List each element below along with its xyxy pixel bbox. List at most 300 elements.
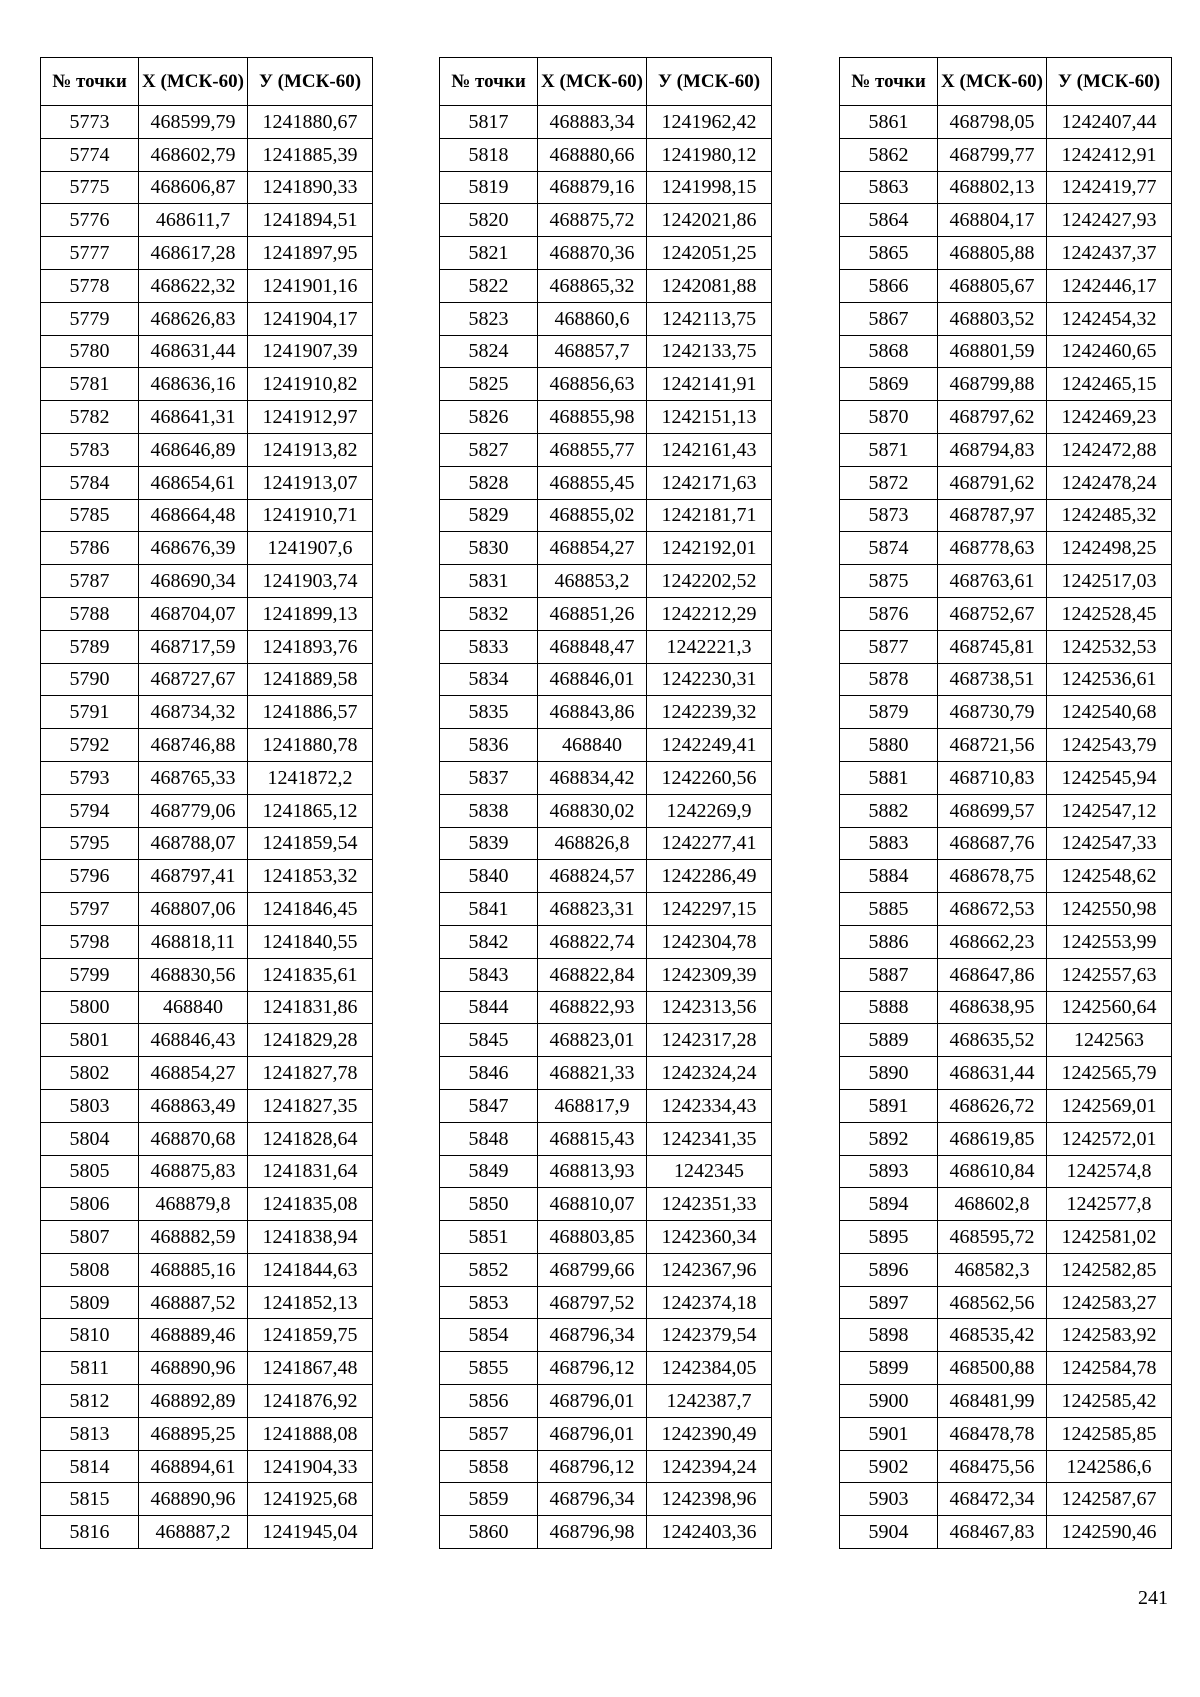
y-coordinate-cell: 1241907,39 — [248, 335, 373, 368]
x-coordinate-cell: 468870,68 — [139, 1122, 248, 1155]
y-coordinate-cell: 1241829,28 — [248, 1024, 373, 1057]
x-coordinate-cell: 468734,32 — [139, 696, 248, 729]
table-row — [440, 1024, 772, 1057]
point-number-cell: 5866 — [840, 269, 938, 302]
x-coordinate-cell: 468617,28 — [139, 237, 248, 270]
table-row — [440, 1057, 772, 1090]
table-row — [440, 171, 772, 204]
y-coordinate-cell: 1241913,07 — [248, 466, 373, 499]
point-number-cell: 5861 — [840, 106, 938, 139]
x-coordinate-cell: 468798,05 — [938, 106, 1047, 139]
x-coordinate-cell: 468595,72 — [938, 1221, 1047, 1254]
table-row — [440, 827, 772, 860]
point-number-cell: 5781 — [41, 368, 139, 401]
x-coordinate-cell: 468602,8 — [938, 1188, 1047, 1221]
y-coordinate-cell: 1242427,93 — [1047, 204, 1172, 237]
y-coordinate-cell: 1242584,78 — [1047, 1352, 1172, 1385]
y-coordinate-cell: 1242543,79 — [1047, 729, 1172, 762]
x-coordinate-cell: 468796,34 — [538, 1319, 647, 1352]
y-coordinate-cell: 1241886,57 — [248, 696, 373, 729]
table-row — [440, 1417, 772, 1450]
table-row — [440, 499, 772, 532]
x-coordinate-cell: 468796,12 — [538, 1352, 647, 1385]
table-row — [440, 1516, 772, 1549]
y-coordinate-cell: 1242212,29 — [647, 597, 772, 630]
table-row — [440, 630, 772, 663]
y-coordinate-cell: 1242581,02 — [1047, 1221, 1172, 1254]
y-coordinate-cell: 1242437,37 — [1047, 237, 1172, 270]
table-row — [41, 565, 373, 598]
table-row — [41, 1155, 373, 1188]
point-number-cell: 5862 — [840, 138, 938, 171]
table-row — [41, 269, 373, 302]
x-coordinate-cell: 468796,01 — [538, 1417, 647, 1450]
table-row — [440, 237, 772, 270]
point-number-cell: 5806 — [41, 1188, 139, 1221]
point-number-cell: 5854 — [440, 1319, 538, 1352]
x-coordinate-cell: 468822,93 — [538, 991, 647, 1024]
x-coordinate-cell: 468846,43 — [139, 1024, 248, 1057]
point-number-cell: 5855 — [440, 1352, 538, 1385]
y-coordinate-cell: 1241880,78 — [248, 729, 373, 762]
y-coordinate-cell: 1242304,78 — [647, 925, 772, 958]
y-coordinate-cell: 1241867,48 — [248, 1352, 373, 1385]
y-coordinate-cell: 1242249,41 — [647, 729, 772, 762]
table-row — [41, 335, 373, 368]
point-number-cell: 5807 — [41, 1221, 139, 1254]
point-number-cell: 5848 — [440, 1122, 538, 1155]
x-coordinate-cell: 468810,07 — [538, 1188, 647, 1221]
point-number-cell: 5882 — [840, 794, 938, 827]
table-row — [41, 401, 373, 434]
table-row — [440, 696, 772, 729]
point-number-cell: 5886 — [840, 925, 938, 958]
point-number-cell: 5859 — [440, 1483, 538, 1516]
x-coordinate-cell: 468704,07 — [139, 597, 248, 630]
y-coordinate-cell: 1242532,53 — [1047, 630, 1172, 663]
point-number-cell: 5796 — [41, 860, 139, 893]
point-number-cell: 5873 — [840, 499, 938, 532]
x-coordinate-cell: 468823,01 — [538, 1024, 647, 1057]
y-coordinate-cell: 1242398,96 — [647, 1483, 772, 1516]
table-row — [440, 565, 772, 598]
y-coordinate-cell: 1242113,75 — [647, 302, 772, 335]
y-coordinate-cell: 1242553,99 — [1047, 925, 1172, 958]
x-coordinate-cell: 468481,99 — [938, 1385, 1047, 1418]
x-coordinate-cell: 468582,3 — [938, 1253, 1047, 1286]
x-coordinate-cell: 468887,2 — [139, 1516, 248, 1549]
table-row — [41, 1516, 373, 1549]
table-row — [840, 860, 1172, 893]
x-coordinate-cell: 468822,74 — [538, 925, 647, 958]
x-coordinate-cell: 468854,27 — [538, 532, 647, 565]
x-coordinate-cell: 468500,88 — [938, 1352, 1047, 1385]
coordinate-table-3 — [839, 57, 1172, 1549]
point-number-cell: 5819 — [440, 171, 538, 204]
point-number-cell: 5887 — [840, 958, 938, 991]
table-row — [41, 827, 373, 860]
point-number-cell: 5825 — [440, 368, 538, 401]
table-row — [41, 1122, 373, 1155]
y-coordinate-cell: 1242151,13 — [647, 401, 772, 434]
y-coordinate-cell: 1242465,15 — [1047, 368, 1172, 401]
x-coordinate-cell: 468791,62 — [938, 466, 1047, 499]
x-coordinate-cell: 468796,01 — [538, 1385, 647, 1418]
x-coordinate-cell: 468801,59 — [938, 335, 1047, 368]
x-coordinate-cell: 468805,88 — [938, 237, 1047, 270]
y-coordinate-cell: 1242585,42 — [1047, 1385, 1172, 1418]
x-coordinate-cell: 468870,36 — [538, 237, 647, 270]
point-number-cell: 5903 — [840, 1483, 938, 1516]
y-coordinate-cell: 1242202,52 — [647, 565, 772, 598]
x-coordinate-cell: 468796,34 — [538, 1483, 647, 1516]
point-number-cell: 5833 — [440, 630, 538, 663]
x-coordinate-cell: 468807,06 — [139, 893, 248, 926]
point-number-cell: 5792 — [41, 729, 139, 762]
point-number-cell: 5789 — [41, 630, 139, 663]
point-number-cell: 5824 — [440, 335, 538, 368]
table-row — [41, 499, 373, 532]
table-row — [840, 1057, 1172, 1090]
y-coordinate-cell: 1242528,45 — [1047, 597, 1172, 630]
x-coordinate-cell: 468752,67 — [938, 597, 1047, 630]
x-coordinate-cell: 468894,61 — [139, 1450, 248, 1483]
table-row — [840, 696, 1172, 729]
table-row — [840, 1024, 1172, 1057]
point-number-cell: 5826 — [440, 401, 538, 434]
table-row — [41, 1286, 373, 1319]
x-coordinate-cell: 468794,83 — [938, 433, 1047, 466]
table-row — [840, 433, 1172, 466]
y-coordinate-cell: 1242351,33 — [647, 1188, 772, 1221]
y-coordinate-cell: 1241901,16 — [248, 269, 373, 302]
y-coordinate-cell: 1241888,08 — [248, 1417, 373, 1450]
point-number-cell: 5840 — [440, 860, 538, 893]
point-number-cell: 5856 — [440, 1385, 538, 1418]
y-coordinate-cell: 1241831,86 — [248, 991, 373, 1024]
table-row — [440, 466, 772, 499]
point-number-cell: 5841 — [440, 893, 538, 926]
table-row — [41, 138, 373, 171]
table-row — [41, 1483, 373, 1516]
table-row — [840, 1089, 1172, 1122]
y-coordinate-cell: 1241827,78 — [248, 1057, 373, 1090]
table-row — [41, 368, 373, 401]
x-coordinate-cell: 468797,41 — [139, 860, 248, 893]
y-coordinate-cell: 1242547,12 — [1047, 794, 1172, 827]
x-coordinate-cell: 468857,7 — [538, 335, 647, 368]
table-row — [41, 893, 373, 926]
point-number-cell: 5790 — [41, 663, 139, 696]
point-number-cell: 5828 — [440, 466, 538, 499]
x-coordinate-cell: 468535,42 — [938, 1319, 1047, 1352]
x-coordinate-cell: 468796,98 — [538, 1516, 647, 1549]
x-coordinate-cell: 468817,9 — [538, 1089, 647, 1122]
y-coordinate-cell: 1242390,49 — [647, 1417, 772, 1450]
table-row — [440, 1483, 772, 1516]
x-coordinate-cell: 468610,84 — [938, 1155, 1047, 1188]
table-row — [840, 1352, 1172, 1385]
x-coordinate-cell: 468846,01 — [538, 663, 647, 696]
table-row — [840, 1188, 1172, 1221]
point-number-cell: 5777 — [41, 237, 139, 270]
x-coordinate-cell: 468830,56 — [139, 958, 248, 991]
table-row — [41, 433, 373, 466]
table-row — [41, 1089, 373, 1122]
x-coordinate-cell: 468778,63 — [938, 532, 1047, 565]
x-coordinate-cell: 468690,34 — [139, 565, 248, 598]
y-coordinate-cell: 1242460,65 — [1047, 335, 1172, 368]
header-y-coordinate: У (МСК-60) — [248, 58, 373, 106]
point-number-cell: 5898 — [840, 1319, 938, 1352]
y-coordinate-cell: 1242454,32 — [1047, 302, 1172, 335]
y-coordinate-cell: 1242583,92 — [1047, 1319, 1172, 1352]
x-coordinate-cell: 468611,7 — [139, 204, 248, 237]
table-row — [840, 466, 1172, 499]
table-row — [440, 1122, 772, 1155]
y-coordinate-cell: 1242560,64 — [1047, 991, 1172, 1024]
x-coordinate-cell: 468882,59 — [139, 1221, 248, 1254]
point-number-cell: 5778 — [41, 269, 139, 302]
point-number-cell: 5802 — [41, 1057, 139, 1090]
point-number-cell: 5785 — [41, 499, 139, 532]
x-coordinate-cell: 468803,85 — [538, 1221, 647, 1254]
x-coordinate-cell: 468823,31 — [538, 893, 647, 926]
table-row — [440, 663, 772, 696]
table-row — [41, 761, 373, 794]
table-row — [440, 1089, 772, 1122]
table-row — [440, 729, 772, 762]
point-number-cell: 5875 — [840, 565, 938, 598]
x-coordinate-cell: 468746,88 — [139, 729, 248, 762]
page-number: 241 — [1138, 1587, 1168, 1609]
point-number-cell: 5877 — [840, 630, 938, 663]
x-coordinate-cell: 468863,49 — [139, 1089, 248, 1122]
table-row — [840, 368, 1172, 401]
x-coordinate-cell: 468880,66 — [538, 138, 647, 171]
point-number-cell: 5810 — [41, 1319, 139, 1352]
table-row — [440, 269, 772, 302]
x-coordinate-cell: 468717,59 — [139, 630, 248, 663]
y-coordinate-cell: 1242572,01 — [1047, 1122, 1172, 1155]
y-coordinate-cell: 1242313,56 — [647, 991, 772, 1024]
x-coordinate-cell: 468641,31 — [139, 401, 248, 434]
x-coordinate-cell: 468626,83 — [139, 302, 248, 335]
table-row — [840, 991, 1172, 1024]
point-number-cell: 5800 — [41, 991, 139, 1024]
table-row — [840, 237, 1172, 270]
point-number-cell: 5891 — [840, 1089, 938, 1122]
table-row — [840, 1221, 1172, 1254]
y-coordinate-cell: 1242133,75 — [647, 335, 772, 368]
y-coordinate-cell: 1242548,62 — [1047, 860, 1172, 893]
point-number-cell: 5857 — [440, 1417, 538, 1450]
point-number-cell: 5805 — [41, 1155, 139, 1188]
table-row — [440, 106, 772, 139]
point-number-cell: 5900 — [840, 1385, 938, 1418]
table-row — [840, 1155, 1172, 1188]
y-coordinate-cell: 1242345 — [647, 1155, 772, 1188]
y-coordinate-cell: 1241880,67 — [248, 106, 373, 139]
point-number-cell: 5842 — [440, 925, 538, 958]
point-number-cell: 5820 — [440, 204, 538, 237]
y-coordinate-cell: 1242051,25 — [647, 237, 772, 270]
table-row — [440, 1286, 772, 1319]
coordinate-table-1 — [40, 57, 373, 1549]
table-row — [840, 1516, 1172, 1549]
point-number-cell: 5860 — [440, 1516, 538, 1549]
y-coordinate-cell: 1242394,24 — [647, 1450, 772, 1483]
point-number-cell: 5901 — [840, 1417, 938, 1450]
y-coordinate-cell: 1242590,46 — [1047, 1516, 1172, 1549]
x-coordinate-cell: 468879,16 — [538, 171, 647, 204]
point-number-cell: 5904 — [840, 1516, 938, 1549]
y-coordinate-cell: 1242379,54 — [647, 1319, 772, 1352]
y-coordinate-cell: 1241872,2 — [248, 761, 373, 794]
y-coordinate-cell: 1242419,77 — [1047, 171, 1172, 204]
x-coordinate-cell: 468779,06 — [139, 794, 248, 827]
y-coordinate-cell: 1241897,95 — [248, 237, 373, 270]
x-coordinate-cell: 468848,47 — [538, 630, 647, 663]
table-row — [41, 1417, 373, 1450]
x-coordinate-cell: 468796,12 — [538, 1450, 647, 1483]
x-coordinate-cell: 468834,42 — [538, 761, 647, 794]
table-row — [440, 368, 772, 401]
table-row — [840, 597, 1172, 630]
x-coordinate-cell: 468803,52 — [938, 302, 1047, 335]
y-coordinate-cell: 1242577,8 — [1047, 1188, 1172, 1221]
point-number-cell: 5788 — [41, 597, 139, 630]
table-row — [840, 401, 1172, 434]
x-coordinate-cell: 468799,77 — [938, 138, 1047, 171]
point-number-cell: 5880 — [840, 729, 938, 762]
y-coordinate-cell: 1242574,8 — [1047, 1155, 1172, 1188]
x-coordinate-cell: 468635,52 — [938, 1024, 1047, 1057]
y-coordinate-cell: 1241907,6 — [248, 532, 373, 565]
point-number-cell: 5889 — [840, 1024, 938, 1057]
table-row — [41, 1188, 373, 1221]
point-number-cell: 5786 — [41, 532, 139, 565]
x-coordinate-cell: 468843,86 — [538, 696, 647, 729]
x-coordinate-cell: 468631,44 — [139, 335, 248, 368]
y-coordinate-cell: 1241828,64 — [248, 1122, 373, 1155]
point-number-cell: 5863 — [840, 171, 938, 204]
y-coordinate-cell: 1242565,79 — [1047, 1057, 1172, 1090]
x-coordinate-cell: 468890,96 — [139, 1483, 248, 1516]
x-coordinate-cell: 468664,48 — [139, 499, 248, 532]
table-row — [41, 794, 373, 827]
table-row — [41, 1221, 373, 1254]
table-row — [840, 761, 1172, 794]
y-coordinate-cell: 1242269,9 — [647, 794, 772, 827]
point-number-cell: 5890 — [840, 1057, 938, 1090]
x-coordinate-cell: 468765,33 — [139, 761, 248, 794]
table-row — [840, 630, 1172, 663]
table-row — [440, 532, 772, 565]
point-number-cell: 5818 — [440, 138, 538, 171]
point-number-cell: 5801 — [41, 1024, 139, 1057]
point-number-cell: 5884 — [840, 860, 938, 893]
table-header-row — [440, 58, 772, 106]
y-coordinate-cell: 1242171,63 — [647, 466, 772, 499]
x-coordinate-cell: 468855,45 — [538, 466, 647, 499]
x-coordinate-cell: 468622,32 — [139, 269, 248, 302]
y-coordinate-cell: 1242446,17 — [1047, 269, 1172, 302]
header-point-number: № точки — [41, 58, 139, 106]
y-coordinate-cell: 1242407,44 — [1047, 106, 1172, 139]
x-coordinate-cell: 468855,98 — [538, 401, 647, 434]
y-coordinate-cell: 1241945,04 — [248, 1516, 373, 1549]
y-coordinate-cell: 1242367,96 — [647, 1253, 772, 1286]
y-coordinate-cell: 1242021,86 — [647, 204, 772, 237]
table-row — [440, 794, 772, 827]
x-coordinate-cell: 468799,88 — [938, 368, 1047, 401]
table-row — [440, 1188, 772, 1221]
table-row — [840, 171, 1172, 204]
x-coordinate-cell: 468710,83 — [938, 761, 1047, 794]
y-coordinate-cell: 1242478,24 — [1047, 466, 1172, 499]
point-number-cell: 5783 — [41, 433, 139, 466]
y-coordinate-cell: 1242334,43 — [647, 1089, 772, 1122]
x-coordinate-cell: 468802,13 — [938, 171, 1047, 204]
point-number-cell: 5794 — [41, 794, 139, 827]
y-coordinate-cell: 1242161,43 — [647, 433, 772, 466]
y-coordinate-cell: 1242387,7 — [647, 1385, 772, 1418]
point-number-cell: 5849 — [440, 1155, 538, 1188]
table-row — [41, 237, 373, 270]
x-coordinate-cell: 468879,8 — [139, 1188, 248, 1221]
y-coordinate-cell: 1242563 — [1047, 1024, 1172, 1057]
x-coordinate-cell: 468646,89 — [139, 433, 248, 466]
point-number-cell: 5821 — [440, 237, 538, 270]
point-number-cell: 5827 — [440, 433, 538, 466]
y-coordinate-cell: 1242469,23 — [1047, 401, 1172, 434]
point-number-cell: 5829 — [440, 499, 538, 532]
y-coordinate-cell: 1241859,75 — [248, 1319, 373, 1352]
x-coordinate-cell: 468687,76 — [938, 827, 1047, 860]
y-coordinate-cell: 1242498,25 — [1047, 532, 1172, 565]
y-coordinate-cell: 1242081,88 — [647, 269, 772, 302]
y-coordinate-cell: 1242545,94 — [1047, 761, 1172, 794]
point-number-cell: 5834 — [440, 663, 538, 696]
point-number-cell: 5892 — [840, 1122, 938, 1155]
x-coordinate-cell: 468797,52 — [538, 1286, 647, 1319]
y-coordinate-cell: 1241893,76 — [248, 630, 373, 663]
x-coordinate-cell: 468763,61 — [938, 565, 1047, 598]
x-coordinate-cell: 468855,77 — [538, 433, 647, 466]
y-coordinate-cell: 1242297,15 — [647, 893, 772, 926]
x-coordinate-cell: 468805,67 — [938, 269, 1047, 302]
point-number-cell: 5775 — [41, 171, 139, 204]
table-row — [840, 138, 1172, 171]
table-row — [41, 729, 373, 762]
x-coordinate-cell: 468840 — [538, 729, 647, 762]
table-row — [440, 204, 772, 237]
point-number-cell: 5782 — [41, 401, 139, 434]
table-row — [840, 106, 1172, 139]
point-number-cell: 5893 — [840, 1155, 938, 1188]
point-number-cell: 5881 — [840, 761, 938, 794]
table-row — [41, 466, 373, 499]
x-coordinate-cell: 468887,52 — [139, 1286, 248, 1319]
y-coordinate-cell: 1242587,67 — [1047, 1483, 1172, 1516]
table-row — [440, 401, 772, 434]
y-coordinate-cell: 1241998,15 — [647, 171, 772, 204]
table-row — [440, 1253, 772, 1286]
x-coordinate-cell: 468475,56 — [938, 1450, 1047, 1483]
x-coordinate-cell: 468883,34 — [538, 106, 647, 139]
table-row — [840, 565, 1172, 598]
